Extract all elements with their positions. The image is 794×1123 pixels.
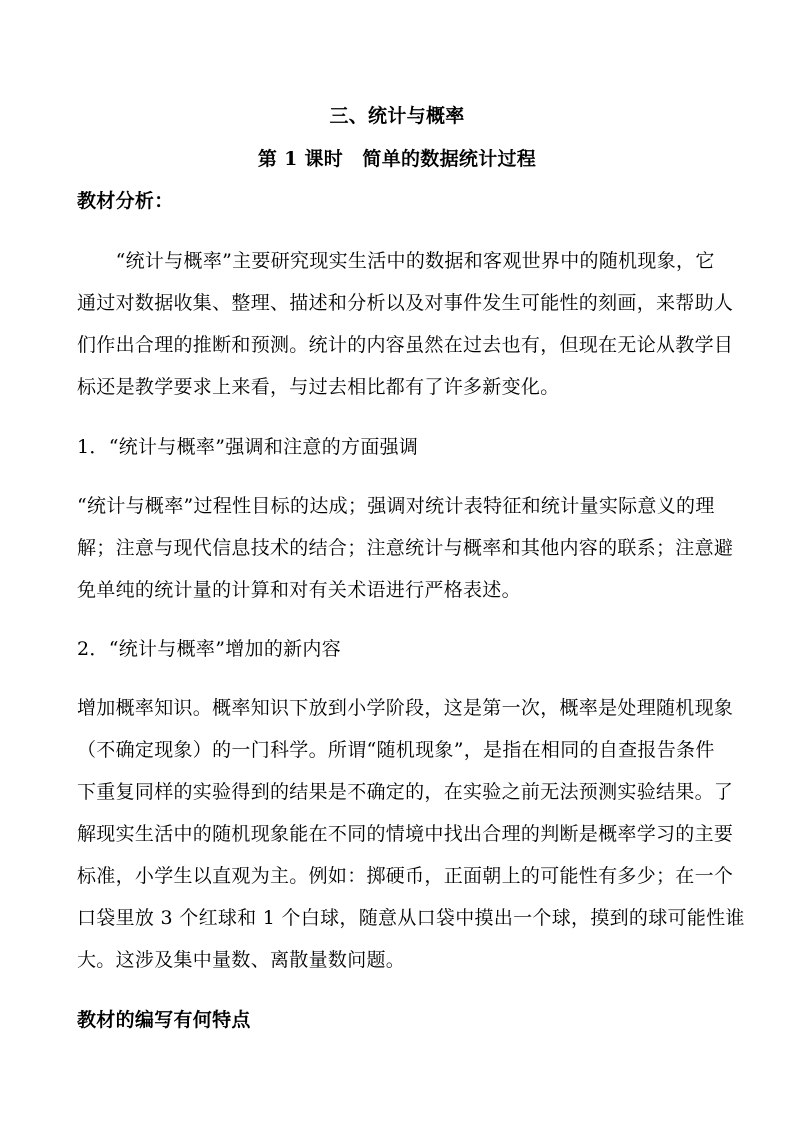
intro-line-2: 通过对数据收集、整理、描述和分析以及对事件发生可能性的刻画，来帮助人 xyxy=(77,292,734,314)
item2-heading: 2．“统计与概率”增加的新内容 xyxy=(77,638,342,660)
item2-line-6: 口袋里放 3 个红球和 1 个白球，随意从口袋中摸出一个球，摸到的球可能性谁 xyxy=(77,907,745,929)
item2-line-3: 下重复同样的实验得到的结果是不确定的，在实验之前无法预测实验结果。了 xyxy=(77,781,734,803)
item2-line-7: 大。这涉及集中量数、离散量数问题。 xyxy=(77,949,406,971)
item1-heading: 1．“统计与概率”强调和注意的方面强调 xyxy=(77,436,419,458)
item1-line-3: 免单纯的统计量的计算和对有关术语进行严格表述。 xyxy=(77,579,521,601)
analysis-heading: 教材分析： xyxy=(77,190,174,212)
item2-line-5: 标准，小学生以直观为主。例如：掷硬币，正面朝上的可能性有多少；在一个 xyxy=(77,865,734,887)
item2-line-2: （不确定现象）的一门科学。所谓“随机现象”，是指在相同的自查报告条件 xyxy=(77,739,715,761)
features-heading: 教材的编写有何特点 xyxy=(77,1009,251,1031)
lesson-subtitle: 第 1 课时 简单的数据统计过程 xyxy=(257,148,537,170)
item1-line-2: 解；注意与现代信息技术的结合；注意统计与概率和其他内容的联系；注意避 xyxy=(77,537,734,559)
intro-line-1: “统计与概率”主要研究现实生活中的数据和客观世界中的随机现象，它 xyxy=(77,250,715,272)
item1-line-1: “统计与概率”过程性目标的达成；强调对统计表特征和统计量实际意义的理 xyxy=(77,495,715,517)
intro-line-4: 标还是教学要求上来看，与过去相比都有了许多新变化。 xyxy=(77,376,560,398)
item2-line-4: 解现实生活中的随机现象能在不同的情境中找出合理的判断是概率学习的主要 xyxy=(77,823,734,845)
intro-line-3: 们作出合理的推断和预测。统计的内容虽然在过去也有，但现在无论从教学目 xyxy=(77,334,734,356)
document-title: 三、统计与概率 xyxy=(329,105,465,127)
item2-line-1: 增加概率知识。概率知识下放到小学阶段，这是第一次，概率是处理随机现象 xyxy=(77,697,734,719)
